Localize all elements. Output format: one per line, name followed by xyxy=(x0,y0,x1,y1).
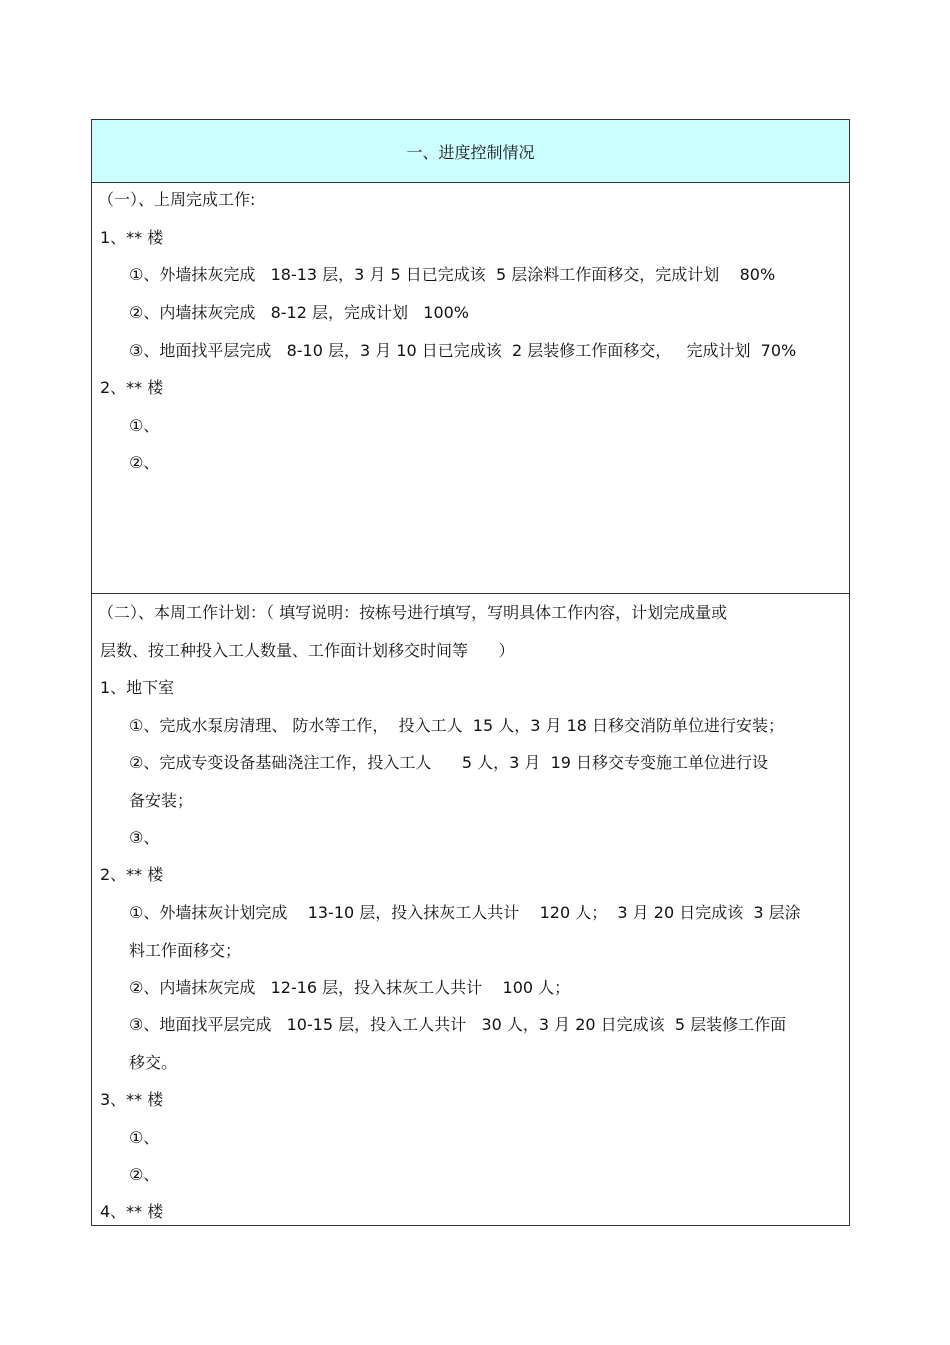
this-week-line: ③、 xyxy=(129,828,160,847)
this-week-line: ②、内墙抹灰完成 12-16 层，投入抹灰工人共计 100 人； xyxy=(129,978,571,997)
this-week-line: 2、** 楼 xyxy=(100,865,164,884)
this-week-heading: （二）、本周工作计划：（ 填写说明：按栋号进行填写，写明具体工作内容，计划完成量或 xyxy=(98,603,728,622)
last-week-line: 1、** 楼 xyxy=(100,228,164,247)
this-week-line: 料工作面移交； xyxy=(129,941,242,960)
last-week-line: ①、 xyxy=(129,416,160,435)
last-week-line: 2、** 楼 xyxy=(100,378,164,397)
this-week-heading-cont: 层数、按工种投入工人数量、工作面计划移交时间等 ） xyxy=(100,641,515,660)
this-week-line: 3、** 楼 xyxy=(100,1090,164,1109)
section-divider xyxy=(92,593,849,594)
this-week-line: ①、 xyxy=(129,1128,160,1147)
last-week-heading: （一）、上周完成工作: xyxy=(98,190,256,209)
this-week-line: ③、地面找平层完成 10-15 层，投入工人共计 30 人，3 月 20 日完成该 5 层装修工作面 xyxy=(129,1015,787,1034)
this-week-line: 备安装； xyxy=(129,791,194,810)
last-week-line: ①、外墙抹灰完成 18-13 层，3 月 5 日已完成该 5 层涂料工作面移交，完成计划 80% xyxy=(129,265,776,284)
this-week-line: ②、 xyxy=(129,1165,160,1184)
this-week-line: 1、地下室 xyxy=(100,678,175,697)
last-week-line: ③、地面找平层完成 8-10 层，3 月 10 日已完成该 2 层装修工作面移交， 完成计划 70% xyxy=(129,341,797,360)
section-title: 一、进度控制情况 xyxy=(92,120,849,183)
last-week-line: ②、 xyxy=(129,453,160,472)
this-week-line: 4、** 楼 xyxy=(100,1202,164,1221)
this-week-line: ①、外墙抹灰计划完成 13-10 层，投入抹灰工人共计 120 人； 3 月 20 日完成该 3 层涂 xyxy=(129,903,801,922)
last-week-line: ②、内墙抹灰完成 8-12 层，完成计划 100% xyxy=(129,303,470,322)
this-week-line: ①、完成水泵房清理、 防水等工作， 投入工人 15 人，3 月 18 日移交消防单位进行安装； xyxy=(129,716,785,735)
this-week-line: 移交。 xyxy=(129,1053,178,1072)
progress-table xyxy=(91,119,850,1226)
this-week-line: ②、完成专变设备基础浇注工作，投入工人 5 人，3 月 19 日移交专变施工单位进行设 xyxy=(129,753,769,772)
